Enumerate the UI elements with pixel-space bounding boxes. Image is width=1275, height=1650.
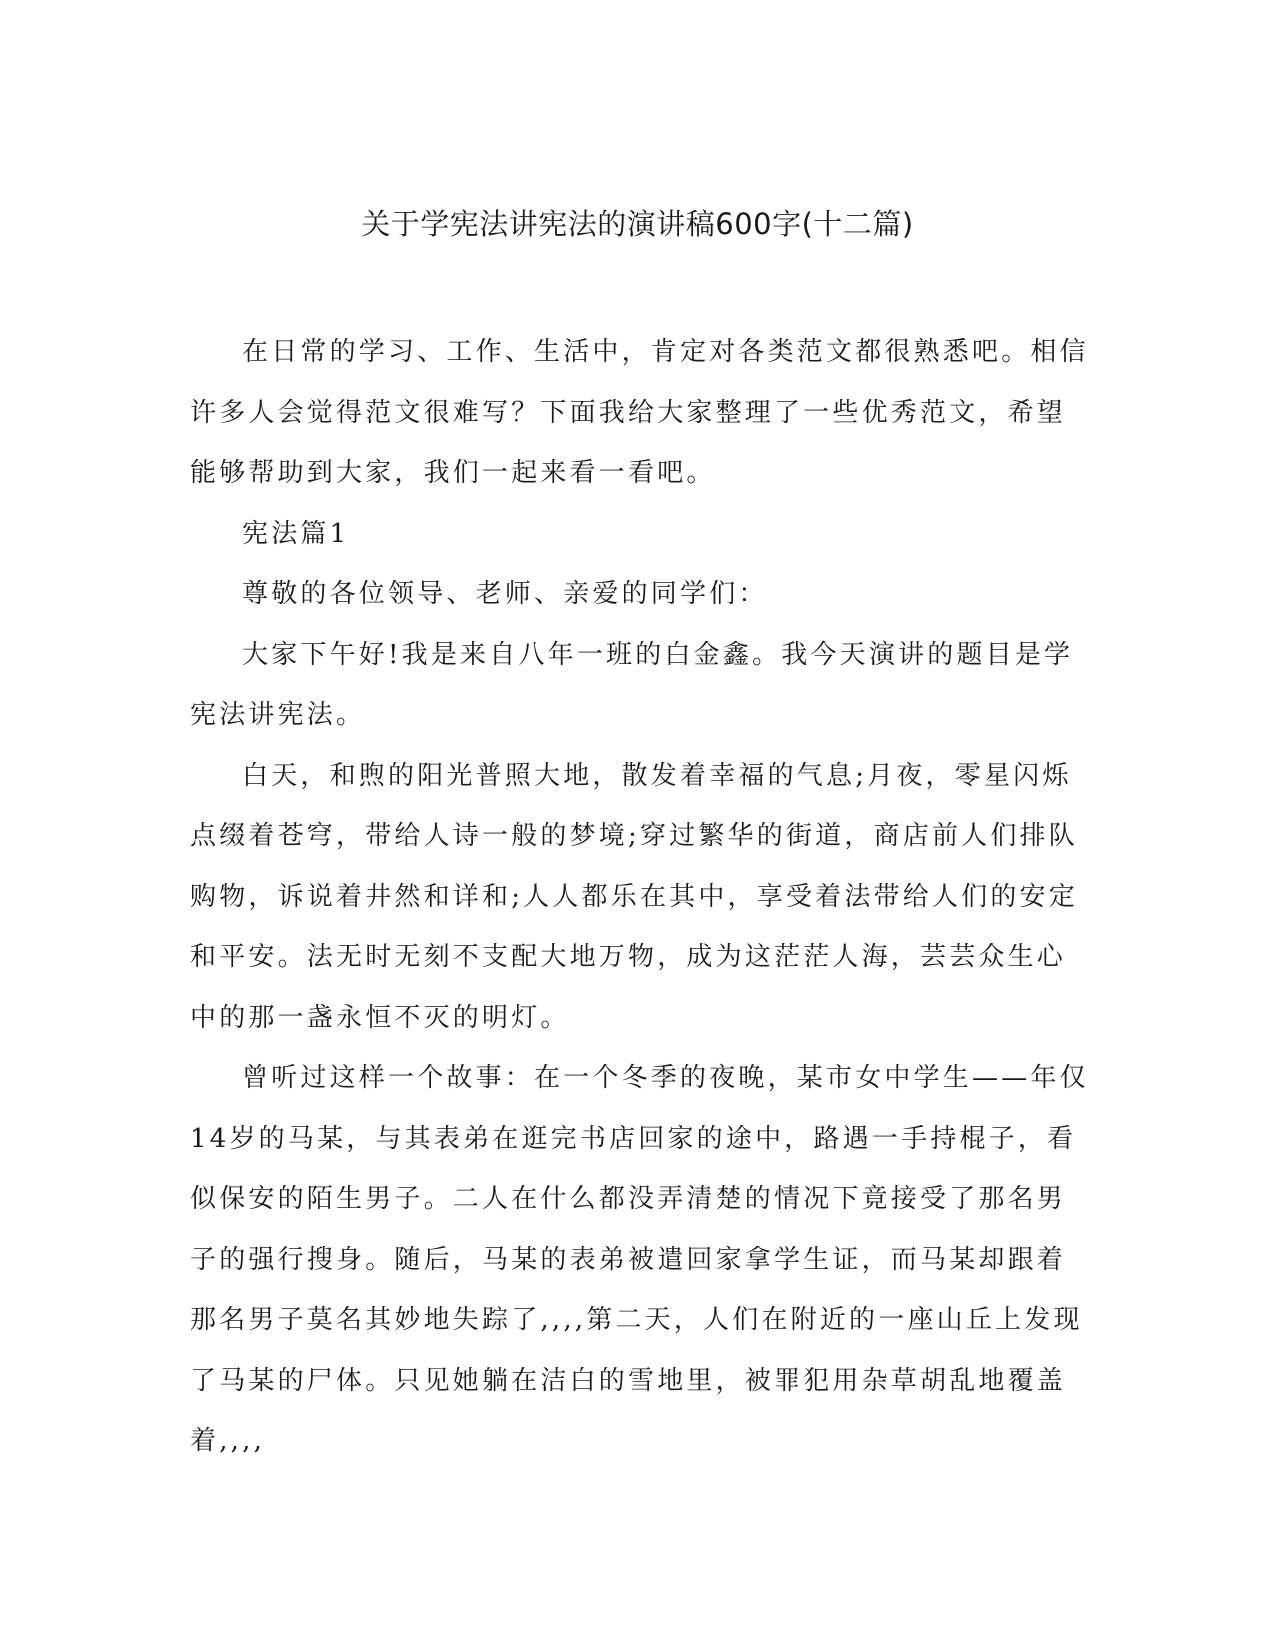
paragraph-greeting: 大家下午好!我是来自八年一班的白金鑫。我今天演讲的题目是学宪法讲宪法。 — [190, 639, 1074, 730]
paragraph-story: 曾听过这样一个故事：在一个冬季的夜晚，某市女中学生——年仅14岁的马某，与其表弟在逛完书店回家的途中，路遇一手持棍子，看似保安的陌生男子。二人在什么都没弄清楚的情况下竟接受了那名男子的强行搜身。随后，马某的表弟被遣回家拿学生证，而马某却跟着那名男子莫名其妙地失踪了,,,,第二天，人们在附近的一座山丘上发现了马某的尸体。只见她躺在洁白的雪地里，被罪犯用杂草胡乱地覆盖着,,,, — [190, 1063, 1089, 1456]
document-body — [190, 322, 1090, 1472]
section-heading: 宪法篇1 — [242, 518, 350, 549]
document-title: 关于学宪法讲宪法的演讲稿600字(十二篇) — [361, 207, 914, 241]
paragraph-intro: 在日常的学习、工作、生活中，肯定对各类范文都很熟悉吧。相信许多人会觉得范文很难写？下面我给大家整理了一些优秀范文，希望能够帮助到大家，我们一起来看一看吧。 — [190, 337, 1089, 488]
paragraph-day-night: 白天，和煦的阳光普照大地，散发着幸福的气息;月夜，零星闪烁点缀着苍穹，带给人诗一般的梦境;穿过繁华的街道，商店前人们排队购物，诉说着井然和详和;人人都乐在其中，享受着法带给人们的安定和平安。法无时无刻不支配大地万物，成为这茫茫人海，芸芸众生心中的那一盏永恒不灭的明灯。 — [190, 760, 1078, 1033]
paragraph-salutation: 尊敬的各位领导、老师、亲爱的同学们： — [242, 579, 768, 609]
